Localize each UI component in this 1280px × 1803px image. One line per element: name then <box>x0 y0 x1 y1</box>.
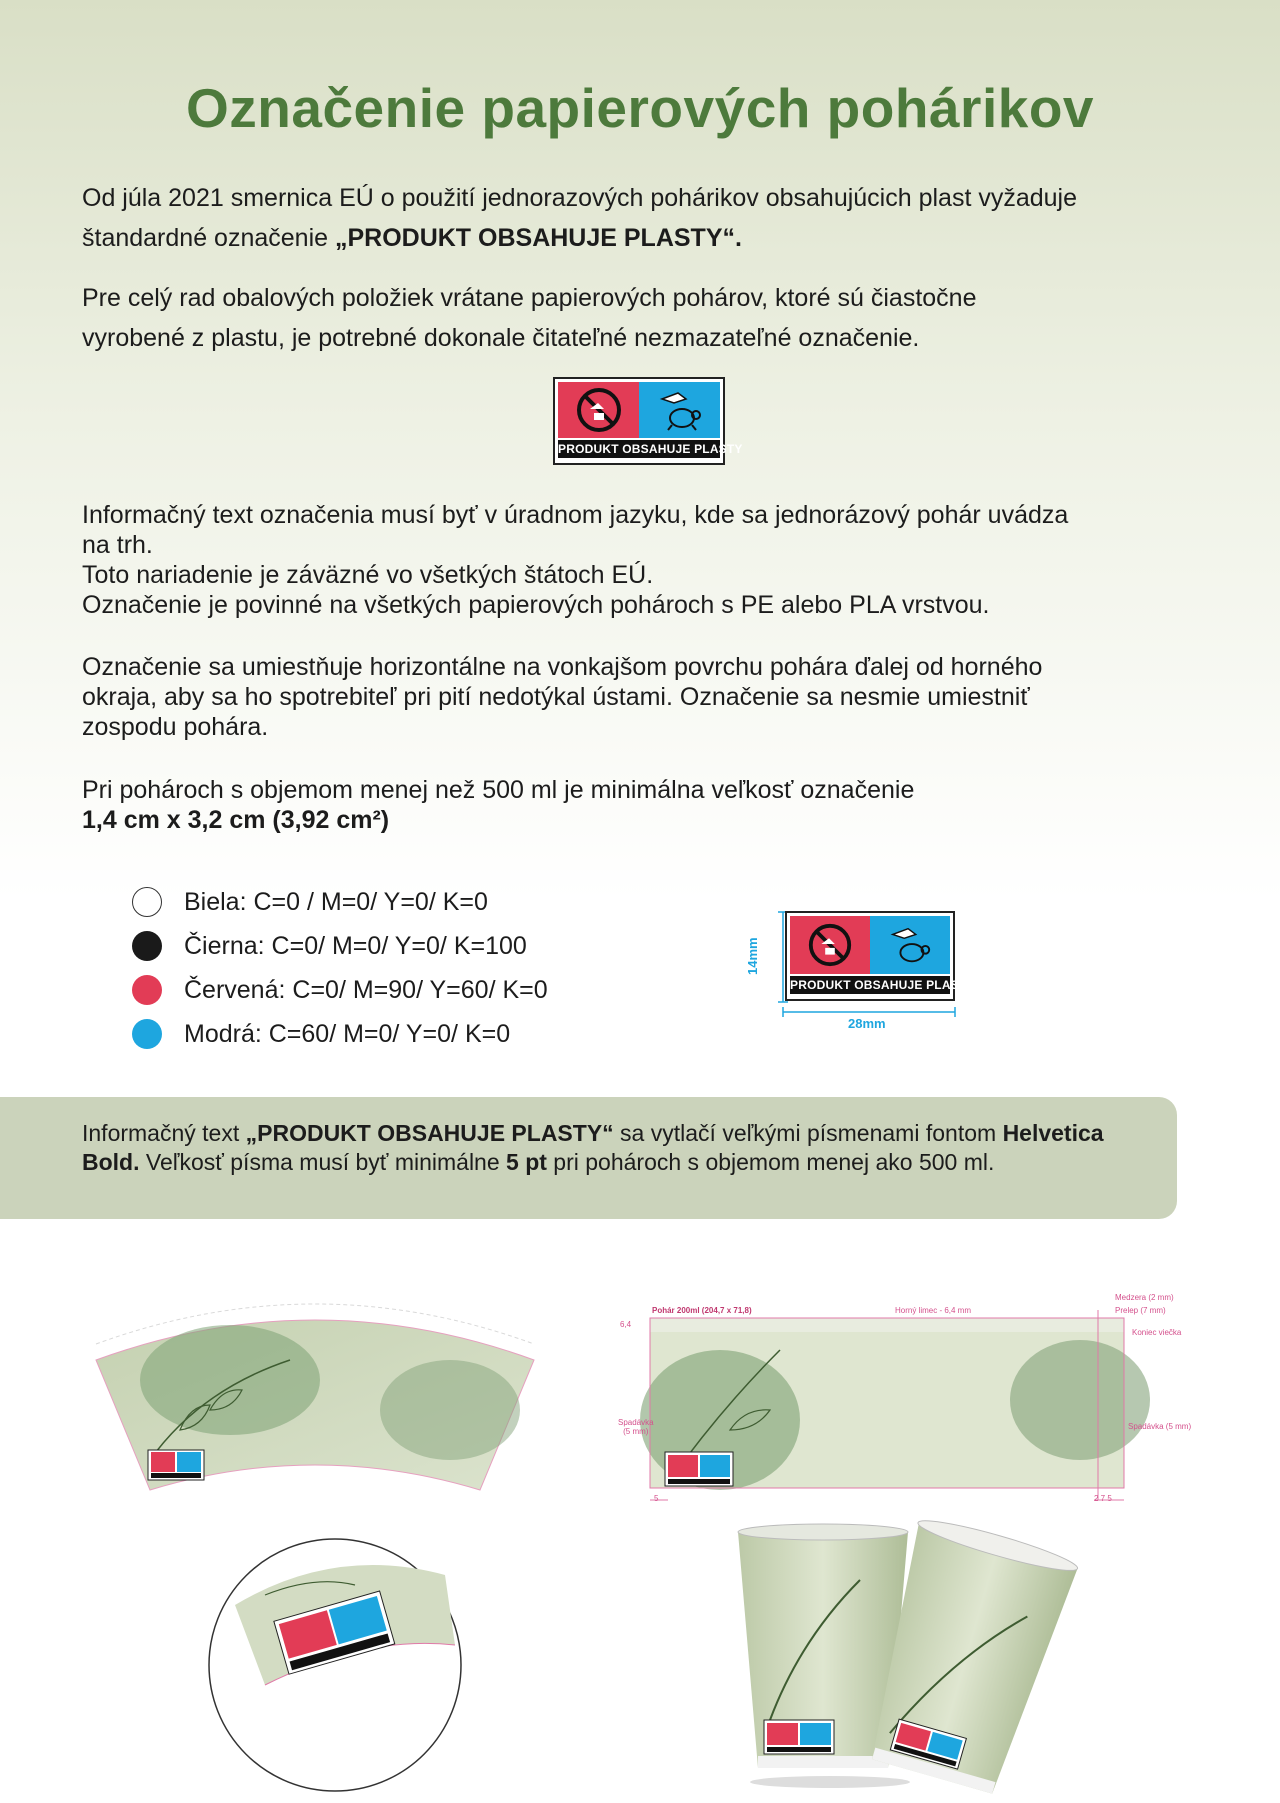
swatch-label: Biela: C=0 / M=0/ Y=0/ K=0 <box>184 887 488 916</box>
cup-wrap-arc-illustration <box>90 1300 550 1520</box>
logo-band-text: PRODUKT OBSAHUJE PLASTY <box>790 978 975 992</box>
intro-p1-line2: štandardné označenie <box>82 224 335 252</box>
intro-paragraph-1 <box>82 178 1212 258</box>
red-dot-icon <box>132 975 162 1005</box>
no-plastic-litter-icon <box>790 916 870 974</box>
swatch-blue <box>132 1012 548 1056</box>
dim-275-label: 2 7 5 <box>1094 1494 1112 1503</box>
black-dot-icon <box>132 931 162 961</box>
gap-label: Medzera (2 mm) <box>1115 1293 1174 1302</box>
no-plastic-litter-icon <box>558 382 639 438</box>
rules-paragraph <box>82 500 1222 620</box>
size-line: Pri pohároch s objemom menej než 500 ml je minimálna veľkosť označenie <box>82 776 915 804</box>
dim-64-label: 6,4 <box>620 1320 632 1329</box>
intro-p1-bold: „PRODUKT OBSAHUJE PLASTY“. <box>334 224 742 252</box>
paper-cups-photo <box>720 1520 1050 1790</box>
dimensioned-logo <box>785 911 975 1001</box>
flat-print-template <box>610 1290 1170 1520</box>
swatch-white <box>132 880 548 924</box>
plastic-marking-logo <box>553 377 743 465</box>
font-info-text: Informačný text „PRODUKT OBSAHUJE PLASTY“ sa vytlačí veľkými písmenami fontom Helvetica Bold. Veľkosť písma musí byť minimálne 5 pt pri pohároch s objemom menej ako 500 ml. <box>82 1120 1104 1175</box>
font-info-panel <box>0 1097 1177 1219</box>
placement-paragraph <box>82 652 1222 742</box>
swatch-label: Modrá: C=60/ M=0/ Y=0/ K=0 <box>184 1019 511 1048</box>
rules-line2: na trh. <box>82 531 153 559</box>
cup-circle-detail <box>205 1535 465 1795</box>
template-logo-icon <box>665 1452 733 1486</box>
rules-line3: Toto nariadenie je záväzné vo všetkých štátoch EÚ. <box>82 561 654 589</box>
dim-5-label: 5 <box>654 1494 659 1503</box>
turtle-icon <box>870 916 950 974</box>
swatch-label: Červená: C=0/ M=90/ Y=60/ K=0 <box>184 975 548 1004</box>
size-value: 1,4 cm x 3,2 cm (3,92 cm²) <box>82 806 390 834</box>
turtle-icon <box>639 382 720 438</box>
rules-line1: Informačný text označenia musí byť v úradnom jazyku, kde sa jednorázový pohár uvádza <box>82 501 1069 529</box>
top-collar-label: Horný limec - 6,4 mm <box>895 1306 972 1315</box>
width-dimension-label: 28mm <box>848 1016 886 1031</box>
height-dimension-label: 14mm <box>745 937 760 975</box>
cup-size-label: Pohár 200ml (204,7 x 71,8) <box>652 1306 752 1315</box>
intro-p2-line2: vyrobené z plastu, je potrebné dokonale čitateľné nezmazateľné označenie. <box>82 324 920 352</box>
wrap-logo-icon <box>148 1450 204 1480</box>
swatch-red <box>132 968 548 1012</box>
lid-end-label: Koniec viečka <box>1132 1328 1182 1337</box>
bleed-left-label: Spadávka (5 mm) <box>618 1418 654 1436</box>
page-title: Označenie papierových pohárikov <box>185 77 1094 139</box>
blue-dot-icon <box>132 1019 162 1049</box>
logo-band-text: PRODUKT OBSAHUJE PLASTY <box>558 442 743 456</box>
swatch-black <box>132 924 548 968</box>
overlap-label: Prelep (7 mm) <box>1115 1306 1166 1315</box>
intro-p2-line1: Pre celý rad obalových položiek vrátane papierových pohárov, ktoré sú čiastočne <box>82 284 977 312</box>
white-dot-icon <box>132 887 162 917</box>
swatch-label: Čierna: C=0/ M=0/ Y=0/ K=100 <box>184 931 527 960</box>
bleed-right-label: Spadávka (5 mm) <box>1128 1422 1192 1431</box>
placement-line3: zospodu pohára. <box>82 713 269 741</box>
rules-line4: Označenie je povinné na všetkých papierových pohároch s PE alebo PLA vrstvou. <box>82 591 990 619</box>
intro-paragraph-2 <box>82 278 1212 358</box>
placement-line1: Označenie sa umiestňuje horizontálne na vonkajšom povrchu pohára ďalej od horného <box>82 653 1043 681</box>
color-swatch-list <box>132 880 548 1056</box>
size-paragraph <box>82 775 1222 835</box>
placement-line2: okraja, aby sa ho spotrebiteľ pri pití nedotýkal ústami. Označenie sa nesmie umiestniť <box>82 683 1030 711</box>
intro-p1-line1: Od júla 2021 smernica EÚ o použití jednorazových pohárikov obsahujúcich plast vyžaduje <box>82 184 1078 212</box>
